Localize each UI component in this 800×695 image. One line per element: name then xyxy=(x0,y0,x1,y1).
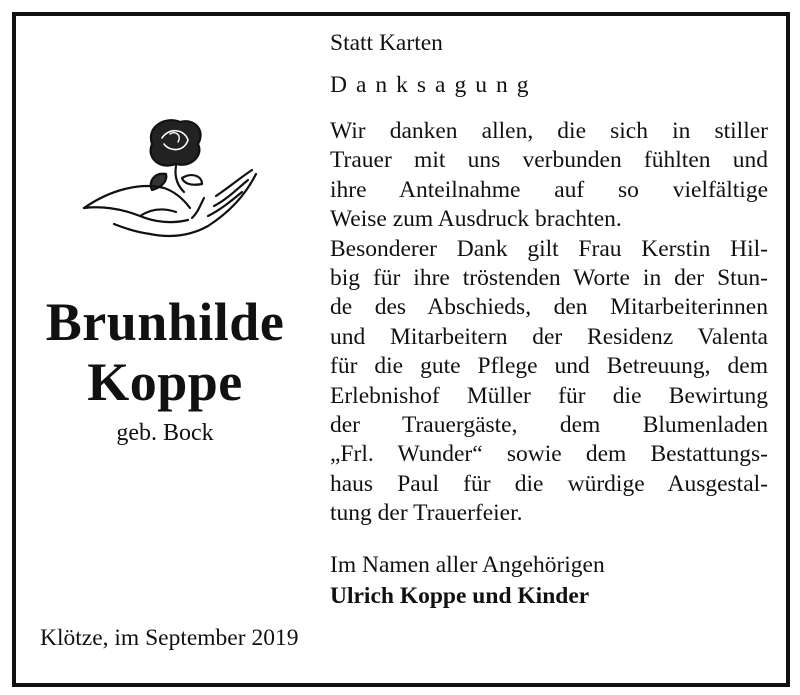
body-line: big für ihre tröstenden Worte in der Stun- xyxy=(330,264,768,291)
body-line: Erlebnishof Müller für die Bewirtung xyxy=(330,382,768,409)
birth-name: geb. Bock xyxy=(116,420,214,446)
signature-names: Ulrich Koppe und Kinder xyxy=(330,583,590,609)
body-line: haus Paul für die würdige Ausgestal- xyxy=(330,470,768,497)
rose-in-hands-icon xyxy=(80,112,260,252)
body-line: ihre Anteilnahme auf so vielfältige xyxy=(330,176,768,203)
body-line: für die gute Pflege und Betreuung, dem xyxy=(330,353,768,380)
body-line: der Trauergäste, dem Blumenladen xyxy=(330,411,768,438)
notice-title: Danksagung xyxy=(330,72,538,98)
body-line: Trauer mit uns verbunden fühlten und xyxy=(330,147,768,174)
place-date: Klötze, im September 2019 xyxy=(40,625,299,651)
deceased-last-name: Koppe xyxy=(87,352,243,412)
body-line: und Mitarbeitern der Residenz Valenta xyxy=(330,323,768,350)
header-text: Statt Karten xyxy=(330,30,443,56)
body-line: „Frl. Wunder“ sowie dem Bestattungs- xyxy=(330,441,768,468)
signature-line: Im Namen aller Angehörigen xyxy=(330,552,605,578)
deceased-first-name: Brunhilde xyxy=(45,292,285,352)
body-line: tung der Trauerfeier. xyxy=(330,500,523,527)
thanks-body xyxy=(330,117,768,528)
body-line: Weise zum Ausdruck brachten. xyxy=(330,206,622,233)
body-line: Wir danken allen, die sich in stiller xyxy=(330,118,768,144)
body-line: de des Abschieds, den Mitarbeiterinnen xyxy=(330,294,768,321)
body-line: Besonderer Dank gilt Frau Kerstin Hil- xyxy=(330,235,768,262)
